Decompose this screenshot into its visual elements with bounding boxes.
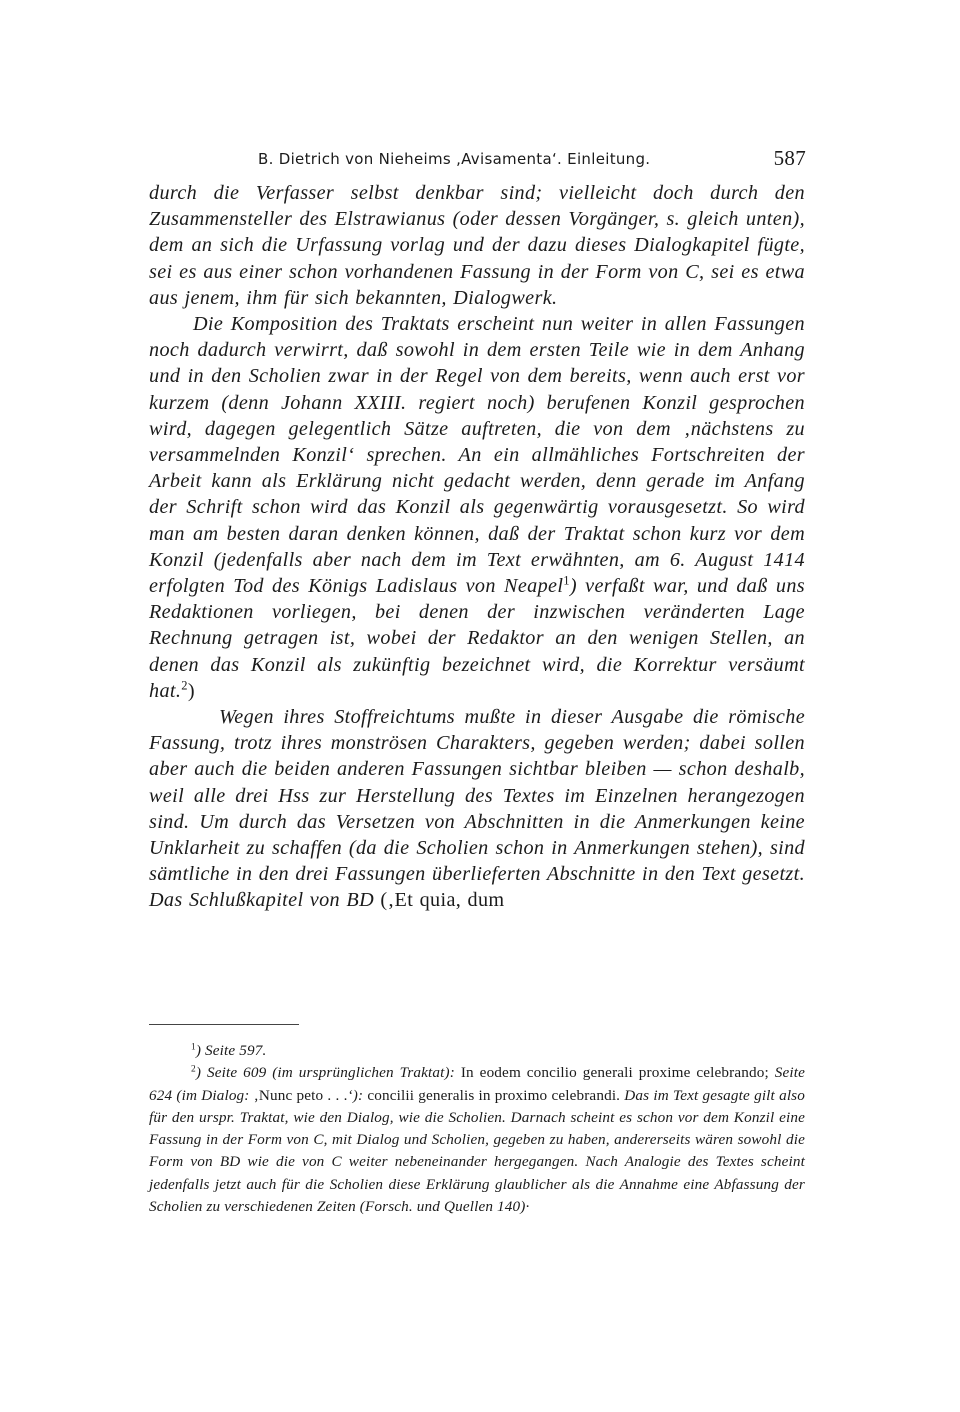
paragraph-text: Die Komposition des Traktats erscheint nun weiter in allen Fassungen noch dadurch verwirrt, daß sowohl in dem ersten Teile wie in dem Anhang und in den Scholien zwar in der Regel von dem bereits, wenn auch erst vor kurzem (denn Johann XXIII. regiert noch) berufenen Konzil gesprochen wird, dagegen gelegentlich Sätze auftreten, die von dem ‚nächstens zu versammelnden Konzil‘ sprechen. An ein allmähliches Fortschreiten der Arbeit kann als Erklärung nicht gedacht werden, denn gerade im Anfang der Schrift schon wird das Konzil als gegenwärtig vorausgesetzt. So wird man am besten daran denken können, daß der Traktat schon kurz vor dem Konzil (jedenfalls aber nach dem im Text erwähnten, am 6. August 1414 erfolgten Tod des Königs Ladislaus von Neapel [149, 313, 805, 598]
paragraph-continuation: durch die Verfasser selbst denkbar sind; vielleicht doch durch den Zusammensteller des Elstrawianus (oder dessen Vorgänger, s. gleich unten), dem an sich die Urfassung vorlag und der dazu dieses Dialogkapitel fügte, sei es aus einer schon vorhandenen Fassung in der Form von C, sei es etwa aus jenem, ihm für sich bekannten, Dialogwerk. [149, 182, 805, 309]
footnote-text: Seite 624 (im Dialog: [149, 1064, 805, 1104]
paragraph-composition [149, 311, 805, 704]
footnote-text: ) Seite 597. [195, 1042, 267, 1059]
paragraph-edition [149, 704, 805, 914]
footnote-text: concilii generalis in proximo celebrandi. [363, 1086, 621, 1104]
footnote-divider [149, 1024, 299, 1025]
footnote-text: ) Seite 609 (im ursprünglichen Traktat): [195, 1064, 455, 1082]
footnote-text: In eodem concilio generali proxime celebrando; [454, 1064, 769, 1082]
paragraph-text: ) verfaßt war, und daß uns Redaktionen vorliegen, bei denen der inzwischen veränderten Lage Rechnung getragen ist, wobei der Redaktor an den wenigen Stellen, an denen das Konzil als zukünftig bezeichnet wird, die Korrektur versäumt hat. [149, 575, 805, 702]
paragraph-text: ) [187, 679, 195, 702]
footnote-text: ‘): [347, 1086, 364, 1104]
footnote-1 [149, 1040, 805, 1062]
footnote-2 [149, 1062, 805, 1218]
footnote-text: Das im Text gesagte gilt also für den urspr. Traktat, wie den Dialog, wie die Scholien. Darnach scheint es schon vor dem Konzil eine Fassung in der Form von C, mit Dialog und Scholien, gegeben zu haben, andererseits wären sowohl die Form von BD wie die von C weiter nebeneinander hergegangen. Nach Analogie des Textes scheint jedenfalls jetzt auch für die Scholien diese Erklärung glaublicher als die Annahme eine Abfassung der Scholien zu verschiedenen Zeiten (Forsch. und Quellen 140)· [149, 1086, 805, 1216]
footnote-text: ‚Nunc peto . . . [249, 1086, 348, 1104]
footnote-mark: 1 [191, 1042, 196, 1053]
main-text [149, 180, 805, 914]
footnote-ref-2: 2 [181, 678, 188, 693]
page-number: 587 [773, 146, 806, 170]
paragraph-text: (‚Et quia, dum [374, 889, 505, 912]
running-title: B. Dietrich von Nieheims ‚Avisamenta‘. Einleitung. [258, 150, 651, 168]
footnote-ref-1: 1 [563, 573, 570, 588]
footnote-mark: 2 [191, 1064, 196, 1075]
running-header [258, 146, 806, 172]
paragraph-text: Wegen ihres Stoffreichtums mußte in dieser Ausgabe die römische Fassung, trotz ihres monströsen Charakters, gegeben werden; dabei sollen aber auch die beiden anderen Fassungen sichtbar bleiben — schon deshalb, weil alle drei Hss zur Herstellung des Textes im Einzelnen herangezogen sind. Um durch das Versetzen von Abschnitten in die Anmerkungen keine Unklarheit zu schaffen (da die Scholien schon in Anmerkungen stehen), sind sämtliche in den drei Fassungen überlieferten Abschnitte in den Text gesetzt. Das Schlußkapitel von BD [149, 706, 805, 912]
footnotes [149, 1040, 805, 1218]
